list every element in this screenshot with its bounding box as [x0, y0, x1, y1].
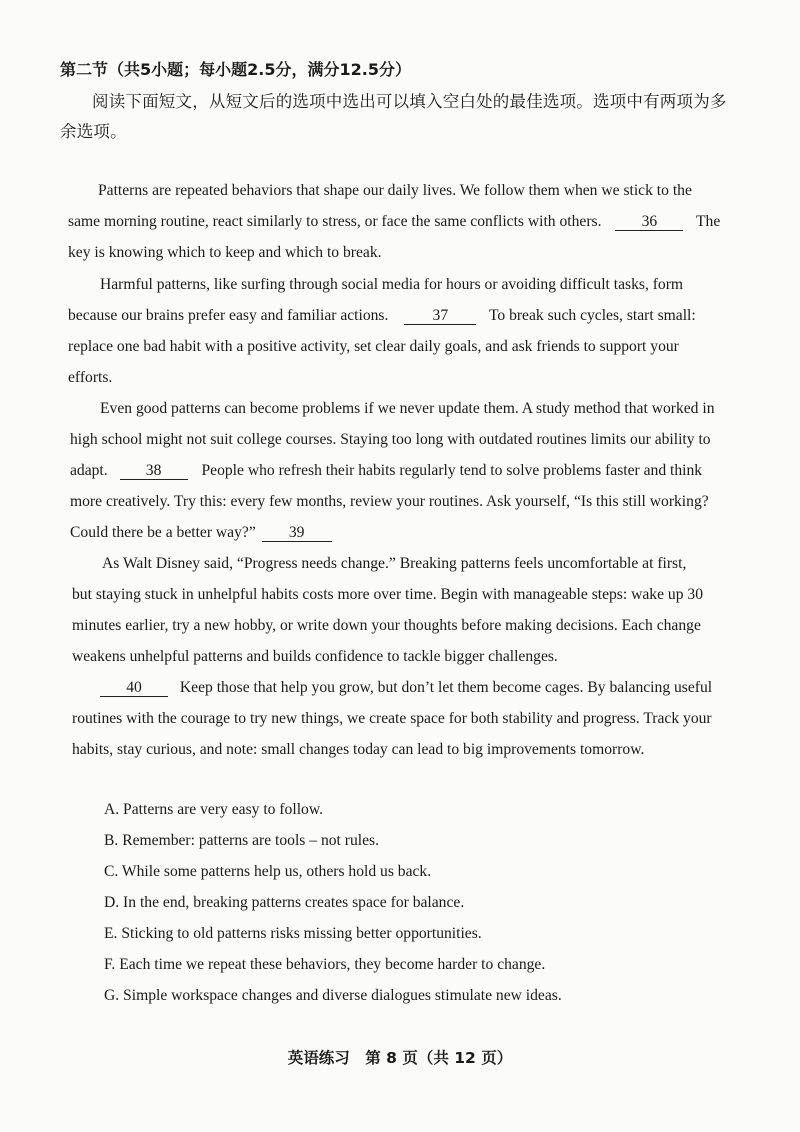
passage-text: Keep those that help you grow, but don’t let them become cages. By balancing useful	[179, 679, 713, 696]
page-footer: 英语练习 第 8 页（共 12 页）	[287, 1049, 513, 1067]
blank-39: 39	[262, 524, 332, 542]
blank-40: 40	[100, 679, 168, 697]
passage-text: People who refresh their habits regularly tend to solve problems faster and think	[201, 462, 703, 479]
option-d: D. In the end, breaking patterns creates space for balance.	[104, 894, 465, 911]
passage-line: efforts.	[68, 369, 113, 386]
passage-line	[68, 307, 696, 325]
passage-text: because our brains prefer easy and familiar actions.	[68, 307, 389, 324]
option-a: A. Patterns are very easy to follow.	[104, 801, 323, 818]
option-b: B. Remember: patterns are tools – not rules.	[104, 832, 379, 849]
passage-text: Could there be a better way?”	[70, 524, 256, 541]
option-c: C. While some patterns help us, others hold us back.	[104, 863, 432, 880]
passage-text: The	[696, 213, 721, 230]
passage-line: Harmful patterns, like surfing through social media for hours or avoiding difficult tasks, form	[100, 276, 684, 293]
blank-38: 38	[120, 462, 188, 480]
passage-text: To break such cycles, start small:	[488, 307, 696, 324]
passage-line: key is knowing which to keep and which to break.	[68, 244, 382, 261]
option-f: F. Each time we repeat these behaviors, they become harder to change.	[104, 956, 546, 973]
passage-text: same morning routine, react similarly to stress, or face the same conflicts with others.	[68, 213, 602, 230]
passage-line: weakens unhelpful patterns and builds confidence to tackle bigger challenges.	[72, 648, 558, 665]
passage-line: Even good patterns can become problems if we never update them. A study method that worked in	[100, 400, 715, 417]
passage-line: but staying stuck in unhelpful habits costs more over time. Begin with manageable steps: wake up 30	[72, 586, 703, 603]
instruction-line-2: 余选项。	[60, 122, 127, 141]
passage-line: As Walt Disney said, “Progress needs change.” Breaking patterns feels uncomfortable at first,	[102, 555, 687, 572]
passage-line	[70, 524, 332, 542]
passage-line: habits, stay curious, and note: small changes today can lead to big improvements tomorrow.	[72, 741, 645, 758]
passage-line: more creatively. Try this: every few months, review your routines. Ask yourself, “Is this still working?	[70, 493, 709, 510]
section-title: 第二节（共5小题；每小题2.5分，满分12.5分）	[60, 60, 411, 79]
option-e: E. Sticking to old patterns risks missing better opportunities.	[104, 925, 482, 942]
passage-line	[100, 679, 712, 697]
passage-line	[68, 213, 720, 231]
passage-line: replace one bad habit with a positive activity, set clear daily goals, and ask friends to support your	[68, 338, 679, 355]
passage-line: Patterns are repeated behaviors that shape our daily lives. We follow them when we stick to the	[98, 182, 692, 199]
passage-line: minutes earlier, try a new hobby, or write down your thoughts before making decisions. Each change	[72, 617, 701, 634]
option-g: G. Simple workspace changes and diverse dialogues stimulate new ideas.	[104, 987, 562, 1004]
blank-37: 37	[404, 307, 476, 325]
passage-text: adapt.	[70, 462, 108, 479]
passage-line: high school might not suit college courses. Staying too long with outdated routines limits our ability to	[70, 431, 711, 448]
passage-line	[70, 462, 702, 480]
instruction-line-1: 阅读下面短文，从短文后的选项中选出可以填入空白处的最佳选项。选项中有两项为多	[92, 92, 727, 111]
blank-36: 36	[615, 213, 683, 231]
passage-line: routines with the courage to try new things, we create space for both stability and progress. Track your	[72, 710, 712, 727]
